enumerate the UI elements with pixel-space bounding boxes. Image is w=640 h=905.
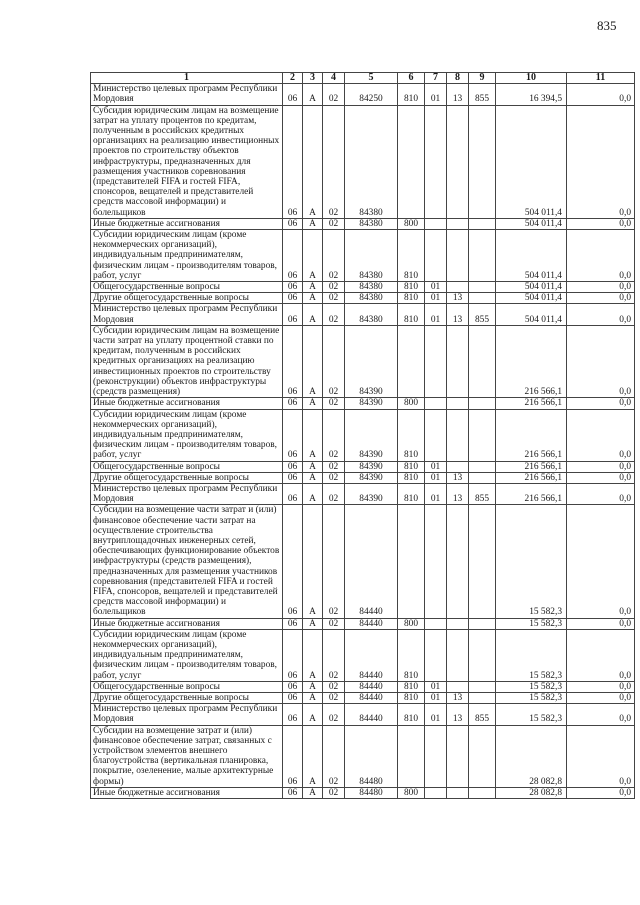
code-9-cell xyxy=(469,325,496,397)
code-8-cell xyxy=(447,461,469,472)
code-8-cell: 13 xyxy=(447,304,469,325)
amount-cell: 216 566,1 xyxy=(496,461,567,472)
code-8-cell: 13 xyxy=(447,692,469,703)
amount-2-cell: 0,0 xyxy=(567,505,635,618)
code-3-cell: А xyxy=(303,398,323,409)
code-4-cell: 02 xyxy=(323,304,345,325)
code-3-cell: А xyxy=(303,230,323,282)
code-5-cell: 84380 xyxy=(345,304,398,325)
amount-2-cell: 0,0 xyxy=(567,618,635,629)
code-4-cell: 02 xyxy=(323,230,345,282)
code-8-cell: 13 xyxy=(447,84,469,105)
code-3-cell: А xyxy=(303,725,323,787)
code-2-cell: 06 xyxy=(283,472,303,483)
column-header: 3 xyxy=(303,73,323,84)
amount-2-cell: 0,0 xyxy=(567,398,635,409)
code-7-cell xyxy=(425,398,447,409)
code-7-cell: 01 xyxy=(425,293,447,304)
code-9-cell xyxy=(469,398,496,409)
code-9-cell xyxy=(469,461,496,472)
amount-cell: 16 394,5 xyxy=(496,84,567,105)
table-row xyxy=(91,304,635,325)
code-4-cell: 02 xyxy=(323,282,345,293)
code-4-cell: 02 xyxy=(323,505,345,618)
code-7-cell: 01 xyxy=(425,84,447,105)
code-4-cell: 02 xyxy=(323,409,345,461)
row-name-cell: Общегосударственные вопросы xyxy=(91,282,283,293)
amount-cell: 15 582,3 xyxy=(496,505,567,618)
row-name-cell: Министерство целевых программ Республики Мордовия xyxy=(91,483,283,504)
table-row xyxy=(91,409,635,461)
amount-cell: 504 011,4 xyxy=(496,304,567,325)
code-7-cell: 01 xyxy=(425,483,447,504)
amount-cell: 15 582,3 xyxy=(496,704,567,725)
code-2-cell: 06 xyxy=(283,293,303,304)
code-2-cell: 06 xyxy=(283,725,303,787)
code-5-cell: 84250 xyxy=(345,84,398,105)
amount-2-cell: 0,0 xyxy=(567,787,635,798)
code-6-cell xyxy=(398,505,425,618)
code-8-cell xyxy=(447,230,469,282)
code-2-cell: 06 xyxy=(283,230,303,282)
code-3-cell: А xyxy=(303,218,323,229)
code-9-cell: 855 xyxy=(469,304,496,325)
code-4-cell: 02 xyxy=(323,472,345,483)
code-2-cell: 06 xyxy=(283,681,303,692)
code-5-cell: 84480 xyxy=(345,787,398,798)
table-row xyxy=(91,725,635,787)
table-row xyxy=(91,325,635,397)
row-name-cell: Субсидии юридическим лицам на возмещение части затрат на уплату процентной ставки по кредитам, полученным в российских кредитных организациях на реализацию инвестиционных проектов по строительству (реконструкции) объектов инфраструктуры (средств размещения) xyxy=(91,325,283,397)
code-3-cell: А xyxy=(303,325,323,397)
code-6-cell: 810 xyxy=(398,472,425,483)
code-5-cell: 84380 xyxy=(345,230,398,282)
row-name-cell: Иные бюджетные ассигнования xyxy=(91,398,283,409)
code-8-cell: 13 xyxy=(447,704,469,725)
table-row xyxy=(91,218,635,229)
amount-2-cell: 0,0 xyxy=(567,472,635,483)
page-number: 835 xyxy=(597,18,617,33)
row-name-cell: Субсидии на возмещение затрат и (или) финансовое обеспечение затрат, связанных с устройством элементов внешнего благоустройства (вертикальная планировка, покрытие, озеленение, малые архитектурные формы) xyxy=(91,725,283,787)
amount-2-cell: 0,0 xyxy=(567,483,635,504)
code-4-cell: 02 xyxy=(323,681,345,692)
amount-2-cell: 0,0 xyxy=(567,293,635,304)
code-7-cell: 01 xyxy=(425,304,447,325)
code-3-cell: А xyxy=(303,84,323,105)
code-4-cell: 02 xyxy=(323,629,345,681)
code-2-cell: 06 xyxy=(283,692,303,703)
code-7-cell xyxy=(425,105,447,218)
column-header: 5 xyxy=(345,73,398,84)
code-3-cell: А xyxy=(303,483,323,504)
code-3-cell: А xyxy=(303,472,323,483)
code-5-cell: 84390 xyxy=(345,398,398,409)
code-2-cell: 06 xyxy=(283,398,303,409)
code-7-cell xyxy=(425,725,447,787)
code-7-cell xyxy=(425,325,447,397)
code-3-cell: А xyxy=(303,282,323,293)
code-8-cell: 13 xyxy=(447,483,469,504)
code-7-cell xyxy=(425,218,447,229)
code-9-cell xyxy=(469,409,496,461)
amount-cell: 28 082,8 xyxy=(496,725,567,787)
code-8-cell: 13 xyxy=(447,293,469,304)
code-4-cell: 02 xyxy=(323,704,345,725)
row-name-cell: Иные бюджетные ассигнования xyxy=(91,787,283,798)
code-6-cell: 810 xyxy=(398,230,425,282)
amount-2-cell: 0,0 xyxy=(567,725,635,787)
code-9-cell xyxy=(469,293,496,304)
amount-cell: 216 566,1 xyxy=(496,483,567,504)
code-5-cell: 84390 xyxy=(345,409,398,461)
table-row xyxy=(91,472,635,483)
table-row xyxy=(91,398,635,409)
amount-2-cell: 0,0 xyxy=(567,629,635,681)
code-5-cell: 84380 xyxy=(345,218,398,229)
code-3-cell: А xyxy=(303,681,323,692)
amount-cell: 216 566,1 xyxy=(496,472,567,483)
amount-cell: 504 011,4 xyxy=(496,230,567,282)
table-row xyxy=(91,105,635,218)
code-9-cell xyxy=(469,681,496,692)
code-9-cell xyxy=(469,230,496,282)
code-3-cell: А xyxy=(303,692,323,703)
code-8-cell xyxy=(447,398,469,409)
code-5-cell: 84480 xyxy=(345,725,398,787)
table-row xyxy=(91,692,635,703)
code-6-cell xyxy=(398,725,425,787)
amount-2-cell: 0,0 xyxy=(567,218,635,229)
code-5-cell: 84440 xyxy=(345,629,398,681)
row-name-cell: Министерство целевых программ Республики Мордовия xyxy=(91,304,283,325)
code-2-cell: 06 xyxy=(283,304,303,325)
code-2-cell: 06 xyxy=(283,505,303,618)
amount-cell: 216 566,1 xyxy=(496,409,567,461)
amount-2-cell: 0,0 xyxy=(567,230,635,282)
amount-cell: 15 582,3 xyxy=(496,629,567,681)
amount-2-cell: 0,0 xyxy=(567,84,635,105)
row-name-cell: Иные бюджетные ассигнования xyxy=(91,218,283,229)
code-6-cell: 810 xyxy=(398,629,425,681)
code-9-cell xyxy=(469,618,496,629)
row-name-cell: Другие общегосударственные вопросы xyxy=(91,472,283,483)
code-9-cell: 855 xyxy=(469,483,496,504)
code-9-cell xyxy=(469,282,496,293)
table-row xyxy=(91,704,635,725)
code-5-cell: 84440 xyxy=(345,681,398,692)
amount-cell: 504 011,4 xyxy=(496,218,567,229)
code-4-cell: 02 xyxy=(323,398,345,409)
row-name-cell: Министерство целевых программ Республики Мордовия xyxy=(91,84,283,105)
code-9-cell xyxy=(469,472,496,483)
amount-cell: 15 582,3 xyxy=(496,681,567,692)
code-9-cell xyxy=(469,787,496,798)
column-header: 8 xyxy=(447,73,469,84)
code-4-cell: 02 xyxy=(323,84,345,105)
table-row xyxy=(91,282,635,293)
code-8-cell xyxy=(447,787,469,798)
code-3-cell: А xyxy=(303,505,323,618)
column-header: 4 xyxy=(323,73,345,84)
code-8-cell xyxy=(447,681,469,692)
code-2-cell: 06 xyxy=(283,218,303,229)
row-name-cell: Другие общегосударственные вопросы xyxy=(91,692,283,703)
code-2-cell: 06 xyxy=(283,409,303,461)
row-name-cell: Общегосударственные вопросы xyxy=(91,461,283,472)
row-name-cell: Другие общегосударственные вопросы xyxy=(91,293,283,304)
code-2-cell: 06 xyxy=(283,105,303,218)
table-row xyxy=(91,787,635,798)
amount-2-cell: 0,0 xyxy=(567,692,635,703)
table-row xyxy=(91,230,635,282)
code-8-cell xyxy=(447,505,469,618)
code-6-cell: 800 xyxy=(398,398,425,409)
column-header: 11 xyxy=(567,73,635,84)
code-6-cell xyxy=(398,105,425,218)
code-9-cell xyxy=(469,725,496,787)
amount-2-cell: 0,0 xyxy=(567,704,635,725)
amount-2-cell: 0,0 xyxy=(567,325,635,397)
code-5-cell: 84390 xyxy=(345,325,398,397)
table-row xyxy=(91,681,635,692)
code-8-cell xyxy=(447,409,469,461)
code-6-cell: 800 xyxy=(398,218,425,229)
table-row xyxy=(91,461,635,472)
code-9-cell: 855 xyxy=(469,84,496,105)
code-5-cell: 84440 xyxy=(345,704,398,725)
code-4-cell: 02 xyxy=(323,293,345,304)
amount-cell: 504 011,4 xyxy=(496,105,567,218)
code-8-cell xyxy=(447,725,469,787)
code-5-cell: 84390 xyxy=(345,461,398,472)
column-header: 7 xyxy=(425,73,447,84)
code-7-cell: 01 xyxy=(425,282,447,293)
code-4-cell: 02 xyxy=(323,218,345,229)
code-6-cell: 810 xyxy=(398,84,425,105)
code-4-cell: 02 xyxy=(323,725,345,787)
code-8-cell xyxy=(447,218,469,229)
amount-2-cell: 0,0 xyxy=(567,461,635,472)
code-3-cell: А xyxy=(303,629,323,681)
code-3-cell: А xyxy=(303,461,323,472)
code-2-cell: 06 xyxy=(283,483,303,504)
code-8-cell xyxy=(447,282,469,293)
table-row xyxy=(91,293,635,304)
column-header: 9 xyxy=(469,73,496,84)
code-7-cell: 01 xyxy=(425,461,447,472)
table-row xyxy=(91,618,635,629)
code-9-cell xyxy=(469,629,496,681)
code-5-cell: 84390 xyxy=(345,472,398,483)
row-name-cell: Субсидии юридическим лицам (кроме некоммерческих организаций), индивидуальным предпринимателям, физическим лицам - производителям товаров, работ, услуг xyxy=(91,230,283,282)
code-7-cell: 01 xyxy=(425,472,447,483)
code-7-cell xyxy=(425,629,447,681)
code-3-cell: А xyxy=(303,618,323,629)
row-name-cell: Субсидии юридическим лицам (кроме некоммерческих организаций), индивидуальным предпринимателям, физическим лицам - производителям товаров, работ, услуг xyxy=(91,409,283,461)
code-4-cell: 02 xyxy=(323,105,345,218)
amount-cell: 15 582,3 xyxy=(496,692,567,703)
code-7-cell: 01 xyxy=(425,692,447,703)
code-7-cell xyxy=(425,230,447,282)
code-5-cell: 84440 xyxy=(345,618,398,629)
table-body xyxy=(91,84,635,799)
amount-cell: 216 566,1 xyxy=(496,325,567,397)
code-6-cell: 810 xyxy=(398,461,425,472)
code-6-cell: 810 xyxy=(398,681,425,692)
code-6-cell: 810 xyxy=(398,282,425,293)
code-7-cell: 01 xyxy=(425,704,447,725)
code-5-cell: 84380 xyxy=(345,105,398,218)
code-7-cell xyxy=(425,505,447,618)
amount-2-cell: 0,0 xyxy=(567,304,635,325)
amount-2-cell: 0,0 xyxy=(567,282,635,293)
code-6-cell: 800 xyxy=(398,787,425,798)
amount-cell: 216 566,1 xyxy=(496,398,567,409)
code-9-cell xyxy=(469,692,496,703)
code-3-cell: А xyxy=(303,787,323,798)
code-6-cell: 810 xyxy=(398,692,425,703)
code-7-cell: 01 xyxy=(425,681,447,692)
code-7-cell xyxy=(425,618,447,629)
table-row xyxy=(91,483,635,504)
code-9-cell xyxy=(469,105,496,218)
header-row xyxy=(91,73,635,84)
code-4-cell: 02 xyxy=(323,692,345,703)
amount-cell: 504 011,4 xyxy=(496,293,567,304)
amount-2-cell: 0,0 xyxy=(567,409,635,461)
code-8-cell xyxy=(447,105,469,218)
code-2-cell: 06 xyxy=(283,84,303,105)
code-8-cell xyxy=(447,325,469,397)
code-5-cell: 84440 xyxy=(345,505,398,618)
column-header: 1 xyxy=(91,73,283,84)
amount-2-cell: 0,0 xyxy=(567,105,635,218)
code-2-cell: 06 xyxy=(283,787,303,798)
code-8-cell xyxy=(447,618,469,629)
row-name-cell: Субсидия юридическим лицам на возмещение затрат на уплату процентов по кредитам, полученным в российских кредитных организациях на реализацию инвестиционных проектов по строительству объектов инфраструктуры, предназначенных для размещения участников соревнования (представителей FIFA и гостей FIFA, спонсоров, вещателей и представителей средств массовой информации) и болельщиков xyxy=(91,105,283,218)
code-7-cell xyxy=(425,409,447,461)
code-8-cell: 13 xyxy=(447,472,469,483)
amount-cell: 28 082,8 xyxy=(496,787,567,798)
code-2-cell: 06 xyxy=(283,461,303,472)
code-4-cell: 02 xyxy=(323,618,345,629)
code-6-cell: 810 xyxy=(398,409,425,461)
amount-cell: 504 011,4 xyxy=(496,282,567,293)
column-header: 2 xyxy=(283,73,303,84)
code-3-cell: А xyxy=(303,704,323,725)
code-9-cell xyxy=(469,218,496,229)
row-name-cell: Субсидии юридическим лицам (кроме некоммерческих организаций), индивидуальным предпринимателям, физическим лицам - производителям товаров, работ, услуг xyxy=(91,629,283,681)
budget-table xyxy=(90,72,635,799)
code-3-cell: А xyxy=(303,409,323,461)
code-5-cell: 84440 xyxy=(345,692,398,703)
code-6-cell: 810 xyxy=(398,293,425,304)
code-2-cell: 06 xyxy=(283,618,303,629)
row-name-cell: Общегосударственные вопросы xyxy=(91,681,283,692)
code-6-cell: 810 xyxy=(398,704,425,725)
code-2-cell: 06 xyxy=(283,629,303,681)
code-7-cell xyxy=(425,787,447,798)
code-3-cell: А xyxy=(303,105,323,218)
code-2-cell: 06 xyxy=(283,282,303,293)
row-name-cell: Министерство целевых программ Республики Мордовия xyxy=(91,704,283,725)
table-row xyxy=(91,629,635,681)
table-row xyxy=(91,84,635,105)
code-4-cell: 02 xyxy=(323,325,345,397)
code-2-cell: 06 xyxy=(283,704,303,725)
code-5-cell: 84390 xyxy=(345,483,398,504)
code-6-cell: 810 xyxy=(398,483,425,504)
row-name-cell: Субсидии на возмещение части затрат и (или) финансовое обеспечение части затрат на осуществление строительства внутриплощадочных инженерных сетей, обеспечивающих функционирование объектов инфраструктуры (средств размещения), предназначенных для размещения участников соревнования (представителей FIFA и гостей FIFA, спонсоров, вещателей и представителей средств массовой информации) и болельщиков xyxy=(91,505,283,618)
code-6-cell: 810 xyxy=(398,304,425,325)
code-3-cell: А xyxy=(303,304,323,325)
code-4-cell: 02 xyxy=(323,787,345,798)
code-8-cell xyxy=(447,629,469,681)
column-header: 10 xyxy=(496,73,567,84)
code-5-cell: 84380 xyxy=(345,293,398,304)
table-row xyxy=(91,505,635,618)
code-4-cell: 02 xyxy=(323,483,345,504)
amount-cell: 15 582,3 xyxy=(496,618,567,629)
code-9-cell: 855 xyxy=(469,704,496,725)
code-5-cell: 84380 xyxy=(345,282,398,293)
code-2-cell: 06 xyxy=(283,325,303,397)
code-3-cell: А xyxy=(303,293,323,304)
code-4-cell: 02 xyxy=(323,461,345,472)
code-9-cell xyxy=(469,505,496,618)
amount-2-cell: 0,0 xyxy=(567,681,635,692)
code-6-cell: 800 xyxy=(398,618,425,629)
code-6-cell xyxy=(398,325,425,397)
column-header: 6 xyxy=(398,73,425,84)
row-name-cell: Иные бюджетные ассигнования xyxy=(91,618,283,629)
